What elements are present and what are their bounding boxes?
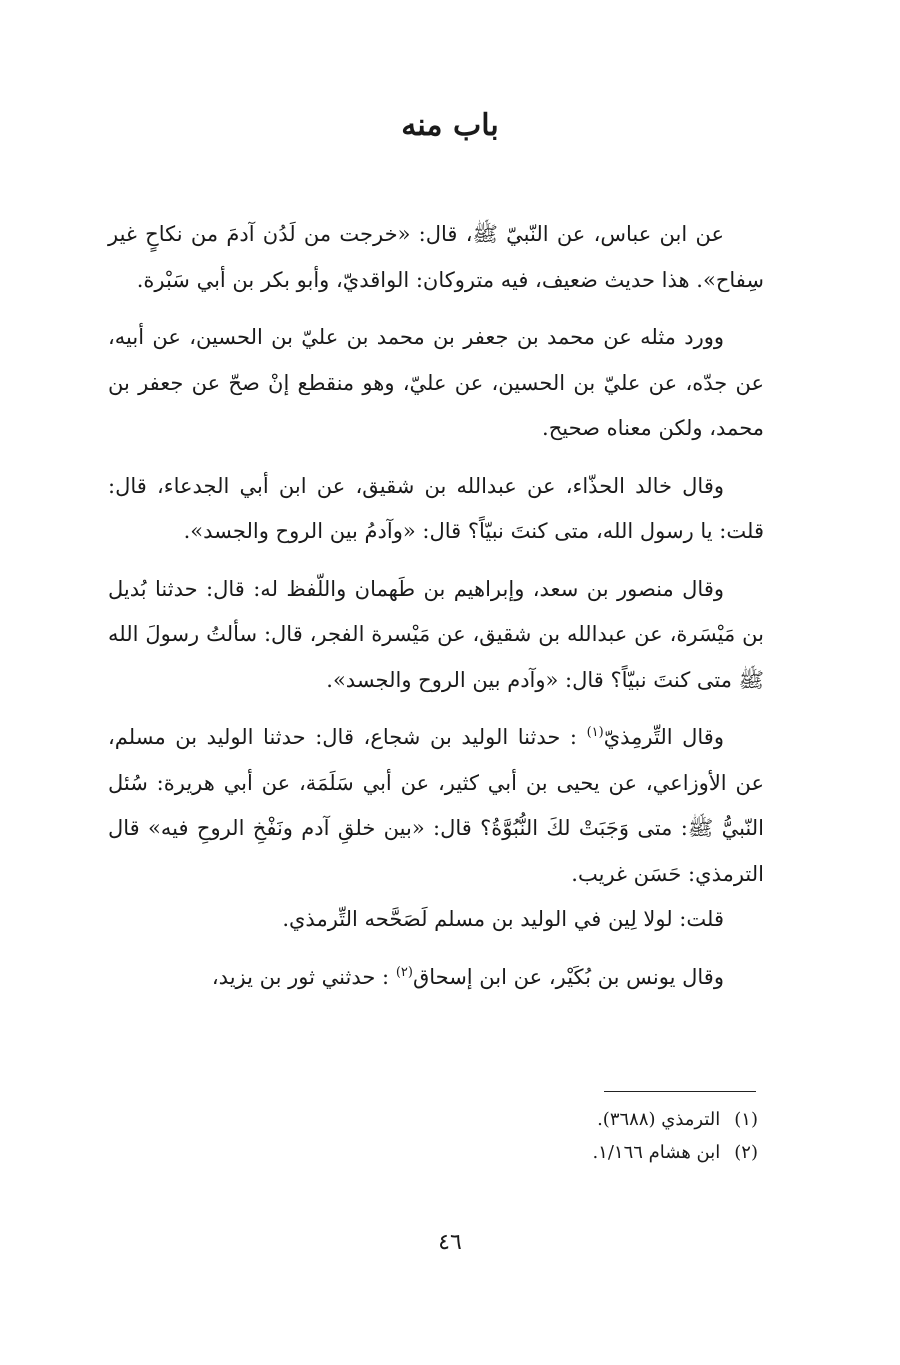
paragraph-text-continued: : حدثني ثور بن يزيد، [211, 964, 390, 989]
page-number: ٤٦ [438, 1230, 462, 1255]
paragraph-4 [108, 567, 764, 704]
paragraph-7 [108, 955, 764, 1001]
footnote-divider [604, 1091, 756, 1092]
paragraph-2 [108, 315, 764, 452]
footnotes [108, 1103, 758, 1169]
paragraph-text: وقال خالد الحذّاء، عن عبدالله بن شقيق، عن ابن أبي الجدعاء، قال: قلت: يا رسول الله، متى كنتَ نبيّاً؟ قال: «وآدمُ بين الروح والجسد». [108, 473, 764, 543]
paragraph-text: عن ابن عباس، عن النّبيّ ﷺ، قال: «خرجت من لَدُن آدمَ من نكاحٍ غير سِفاح». هذا حديث ضعيف، فيه متروكان: الواقديّ، وأبو بكر بن أبي سَبْرة. [108, 222, 764, 292]
footnote-1 [108, 1103, 758, 1136]
chapter-title: باب منه [401, 108, 499, 143]
paragraph-1 [108, 212, 764, 303]
footnote-ref-2[interactable]: (٢) [395, 964, 413, 980]
paragraph-text: وقال يونس بن بُكَيْر، عن ابن إسحاق [412, 964, 724, 989]
paragraph-text-continued: : حدثنا الوليد بن شجاع، قال: حدثنا الوليد بن مسلم، عن الأوزاعي، عن يحيى بن أبي كثير، عن أبي سَلَمَة، عن أبي هريرة: سُئل النّبيُّ ﷺ: متى وَجَبَتْ لكَ النُّبُوَّةُ؟ قال: «بين خلقِ آدم ونَفْخِ الروحِ فيه» قال الترمذي: حَسَن غريب. [108, 725, 764, 886]
paragraph-text: وورد مثله عن محمد بن جعفر بن محمد بن عليّ بن الحسين، عن أبيه، عن جدّه، عن عليّ بن الحسين، عن عليّ، وهو منقطع إنْ صحّ عن جعفر بن محمد، ولكن معناه صحيح. [108, 325, 764, 440]
paragraph-text: وقال التِّرمِذيّ [603, 725, 724, 749]
paragraph-text: وقال منصور بن سعد، وإبراهيم بن طَهمان واللّفظ له: قال: حدثنا بُديل بن مَيْسَرة، عن عبدالله بن شقيق، عن مَيْسرة الفجر، قال: سألتُ رسولَ الله ﷺ متى كنتَ نبيّاً؟ قال: «وآدم بين الروح والجسد». [108, 576, 764, 692]
footnote-ref-1[interactable]: (١) [586, 725, 604, 740]
footnote-number: (١) [734, 1109, 758, 1130]
paragraph-3 [108, 464, 764, 555]
body-text [108, 212, 764, 1000]
footnote-text: ابن هشام ١/١٦٦. [592, 1142, 721, 1163]
footnote-text: الترمذي (٣٦٨٨). [597, 1109, 721, 1130]
paragraph-5 [108, 715, 764, 897]
footnote-2 [108, 1136, 758, 1169]
paragraph-6 [108, 897, 764, 943]
footnote-number: (٢) [734, 1142, 758, 1163]
paragraph-text: قلت: لولا لِين في الوليد بن مسلم لَصَحَّحه التِّرمذي. [282, 907, 724, 931]
